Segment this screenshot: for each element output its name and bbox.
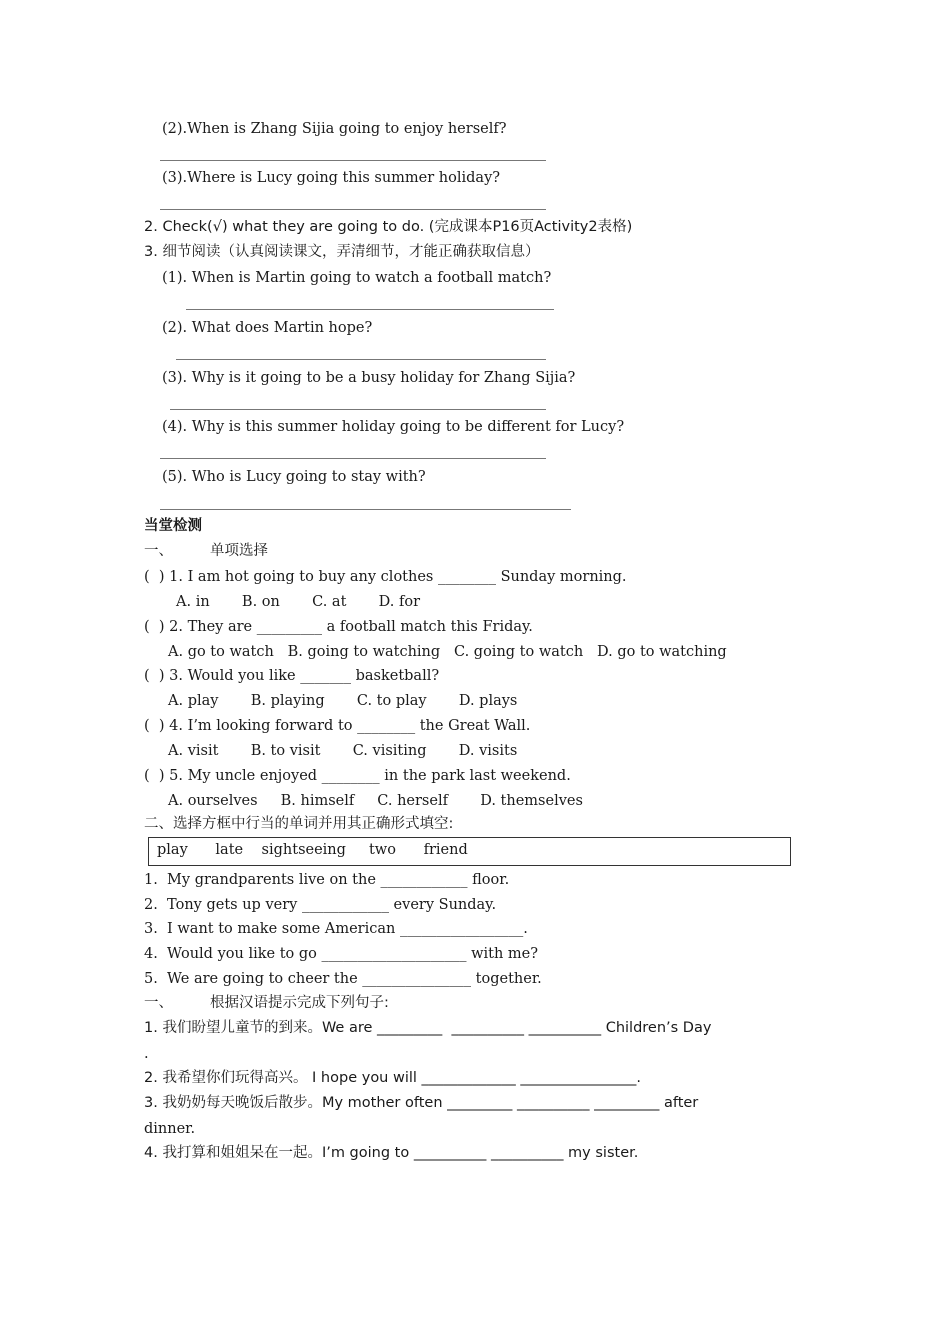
- answer-line[interactable]: [160, 209, 546, 210]
- question-line: (3).Where is Lucy going this summer holiday?: [162, 170, 501, 186]
- instruction-line: 3. 细节阅读（认真阅读课文，弄清细节，才能正确获取信息）: [144, 244, 540, 260]
- answer-line[interactable]: [170, 409, 546, 410]
- part-title: 根据汉语提示完成下列句子:: [210, 995, 389, 1011]
- choice-question: ( ) 4. I’m looking forward to ________ the Great Wall.: [144, 718, 531, 734]
- part-title: 单项选择: [210, 543, 268, 559]
- answer-line[interactable]: [160, 160, 546, 161]
- choice-options: A. visit B. to visit C. visiting D. visits: [168, 743, 518, 759]
- translation-item: 1. 我们盼望儿童节的到来。We are _________ __________ __________ Children’s Day: [144, 1020, 712, 1036]
- answer-line[interactable]: [160, 509, 571, 510]
- translation-item: 4. 我打算和姐姐呆在一起。I’m going to __________ __________ my sister.: [144, 1145, 639, 1161]
- part-title: 二、选择方框中行当的单词并用其正确形式填空:: [144, 816, 454, 832]
- translation-item-continued: dinner.: [144, 1121, 196, 1137]
- word-box: [148, 837, 791, 866]
- choice-options: A. ourselves B. himself C. herself D. themselves: [168, 793, 583, 809]
- choice-question: ( ) 5. My uncle enjoyed ________ in the park last weekend.: [144, 768, 571, 784]
- choice-question: ( ) 1. I am hot going to buy any clothes ________ Sunday morning.: [144, 569, 627, 585]
- choice-options: A. go to watch B. going to watching C. going to watch D. go to watching: [168, 644, 727, 660]
- instruction-line: 2. Check(√) what they are going to do. (完成课本P16页Activity2表格): [144, 219, 633, 235]
- choice-options: A. play B. playing C. to play D. plays: [168, 693, 518, 709]
- answer-line[interactable]: [176, 359, 546, 360]
- question-line: (3). Why is it going to be a busy holiday for Zhang Sijia?: [162, 370, 576, 386]
- answer-line[interactable]: [160, 458, 546, 459]
- translation-item-continued: .: [144, 1046, 149, 1062]
- answer-line[interactable]: [186, 309, 554, 310]
- question-line: (1). When is Martin going to watch a football match?: [162, 270, 552, 286]
- section-heading: 当堂检测: [144, 518, 202, 534]
- choice-options: A. in B. on C. at D. for: [176, 594, 421, 610]
- fill-in-item: 5. We are going to cheer the _______________ together.: [144, 971, 542, 987]
- part-number: 一、: [144, 995, 173, 1011]
- choice-question: ( ) 3. Would you like _______ basketball?: [144, 668, 440, 684]
- part-number: 一、: [144, 543, 173, 559]
- translation-item: 3. 我奶奶每天晚饭后散步。My mother often _________ __________ _________ after: [144, 1095, 699, 1111]
- question-line: (4). Why is this summer holiday going to be different for Lucy?: [162, 419, 625, 435]
- word-box-words: play late sightseeing two friend: [157, 842, 468, 858]
- question-line: (2). What does Martin hope?: [162, 320, 373, 336]
- question-line: (2).When is Zhang Sijia going to enjoy herself?: [162, 121, 507, 137]
- translation-item: 2. 我希望你们玩得高兴。 I hope you will _____________ ________________.: [144, 1070, 642, 1086]
- fill-in-item: 1. My grandparents live on the ____________ floor.: [144, 872, 510, 888]
- choice-question: ( ) 2. They are _________ a football match this Friday.: [144, 619, 533, 635]
- question-line: (5). Who is Lucy going to stay with?: [162, 469, 426, 485]
- fill-in-item: 3. I want to make some American _________________.: [144, 921, 528, 937]
- fill-in-item: 2. Tony gets up very ____________ every Sunday.: [144, 897, 497, 913]
- fill-in-item: 4. Would you like to go ____________________ with me?: [144, 946, 539, 962]
